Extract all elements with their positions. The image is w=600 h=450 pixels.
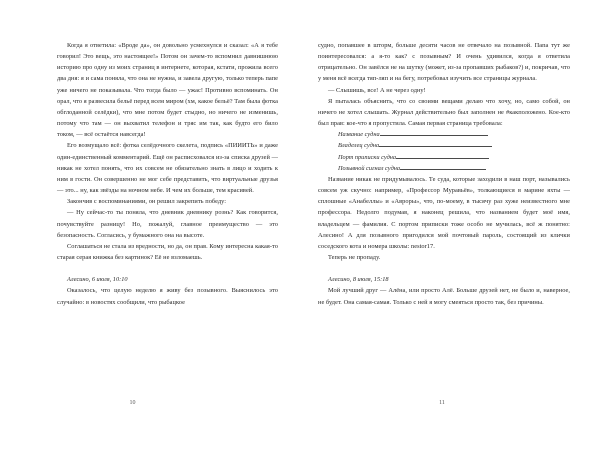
diary-entry-header: Алесино, 6 июля, 10:10 [67,276,128,284]
fill-in-rule [380,129,488,136]
ship-registration-form [318,129,570,174]
paragraph: Теперь не пропаду. [328,253,381,261]
form-field-row [318,152,570,163]
right-text-block [318,40,570,308]
paragraph: Соглашаться не стала из вредности, но да, он прав. Кому интересна какая-то старая серая книжка без картинок? Её не взломаешь. [57,242,278,261]
paragraph-dialogue: — Ну сейчас-то ты поняла, что дневник дневнику рознь? Как говорится, почувствуйте разницу! Но, пожалуй, главное преимущество — это безопасность. Согласись, у бумажного она на высоте. [57,209,278,239]
fill-in-rule [396,152,489,159]
page-number: 10 [129,400,136,406]
paragraph: Закончив с воспоминаниями, он решил закрепить победу: [67,198,227,206]
paragraph-dialogue: — Слышишь, все! А не через одну! [328,86,426,94]
paragraph: Я пыталась объяснить, что со своими вещами делаю что хочу, но, само собой, он ничего не хотел слышать. Журнал действительно был заполнен не #какположено. Кое-кто был прав: кое-что я пропустила. Самая первая страница требовала: [318,97,570,128]
fill-in-rule [400,163,486,170]
form-field-label: Владелец судна [338,142,380,150]
form-field-row [318,140,570,151]
form-field-label: Порт приписки судна [338,153,397,161]
form-field-row [318,129,570,140]
left-text-block [57,40,278,308]
page-number: 11 [439,400,445,406]
paragraph: Название никак не придумывалось. Те суда, которые заходили в наш порт, назывались совсем уж скучно: например, «Профессор Муравьёв», толкающиеся в марине яхты — сплошные «Анабеллы» и «Авроры», что, по-моему, в тысячу раз хуже неизвестного мне профессора. Недолго подумав, я наконец решила, что названием будет моё имя, владельцем — фамилия. С портом приписки тоже особо не мучилась, всё ж понятно: Алесино! А для позывного пригодился мой почтовый пароль, состоящий из клички соседского кота и номера школы: nestor17. [318,175,570,250]
page-right [300,0,600,450]
paragraph: Мой лучший друг — Алёна, или просто Алё. Больше друзей нет, не было и, наверное, не будет. Она самая-самая. Только с ней я могу смеяться просто так, без причины. [318,287,570,306]
diary-entry-header: Алесино, 8 июля, 15:18 [328,276,389,284]
paragraph: Его возмущало всё: фотка селёдочного скелета, подпись «ПИИИТЬ» и даже один-единственный комментарий. Ещё он расписховался из-за списка друзей — никак не хотел понять, что их совсем не обязательно знать в лицо и ходить к ним в гости. Он совершенно не мог себе представить, что виртуальные друзья — это... ну, как звёзды на ночном небе. И чем их больше, тем красивей. [57,142,278,195]
form-field-label: Позывной сигнал судна [338,164,401,172]
paragraph: Когда я ответила: «Вроде да», он довольно усмехнулся и сказал: «А я тебе говорил! Это вещь, это настоящее!» Потом он зачем-то вспомнил давнишнюю историю про одну из моих страниц в интернете, которая, кстати, прожила всего два дня: я и сама поняла, что она не нужна, и завела другую, только теперь папе уже ничего не показывала. Что тогда было — ужас! Противно вспоминать. Он орал, что я развесила бельё перед всем миром (хм, какое бельё? Там была фотка обглоданной селёдки), что мне потом будет стыдно, но ничего не изменишь, потому что там — он выхватил телефон и тряс им так, как будто его било током, — всё остаётся навсегда! [57,42,278,139]
paragraph-continued: судно, попавшее в шторм, больше десяти часов не отвечало на позывной. Папа тут же поинтересовался: а я-то как? с позывным? И очень удивился, когда я ответила отрицательно. Он завёлся не на шутку (может, из-за пропавших рыбаков?) и, покричав, что у меня всё всегда тяп-ляп и на бегу, потребовал изучить все страницы журнала. [318,42,570,83]
form-field-row [318,163,570,174]
fill-in-rule [379,140,492,147]
form-field-label: Название судна [338,131,380,139]
paragraph: Оказалось, что целую неделю я живу без позывного. Выяснилось это случайно: в новостях сообщили, что рыбацкое [57,287,278,306]
